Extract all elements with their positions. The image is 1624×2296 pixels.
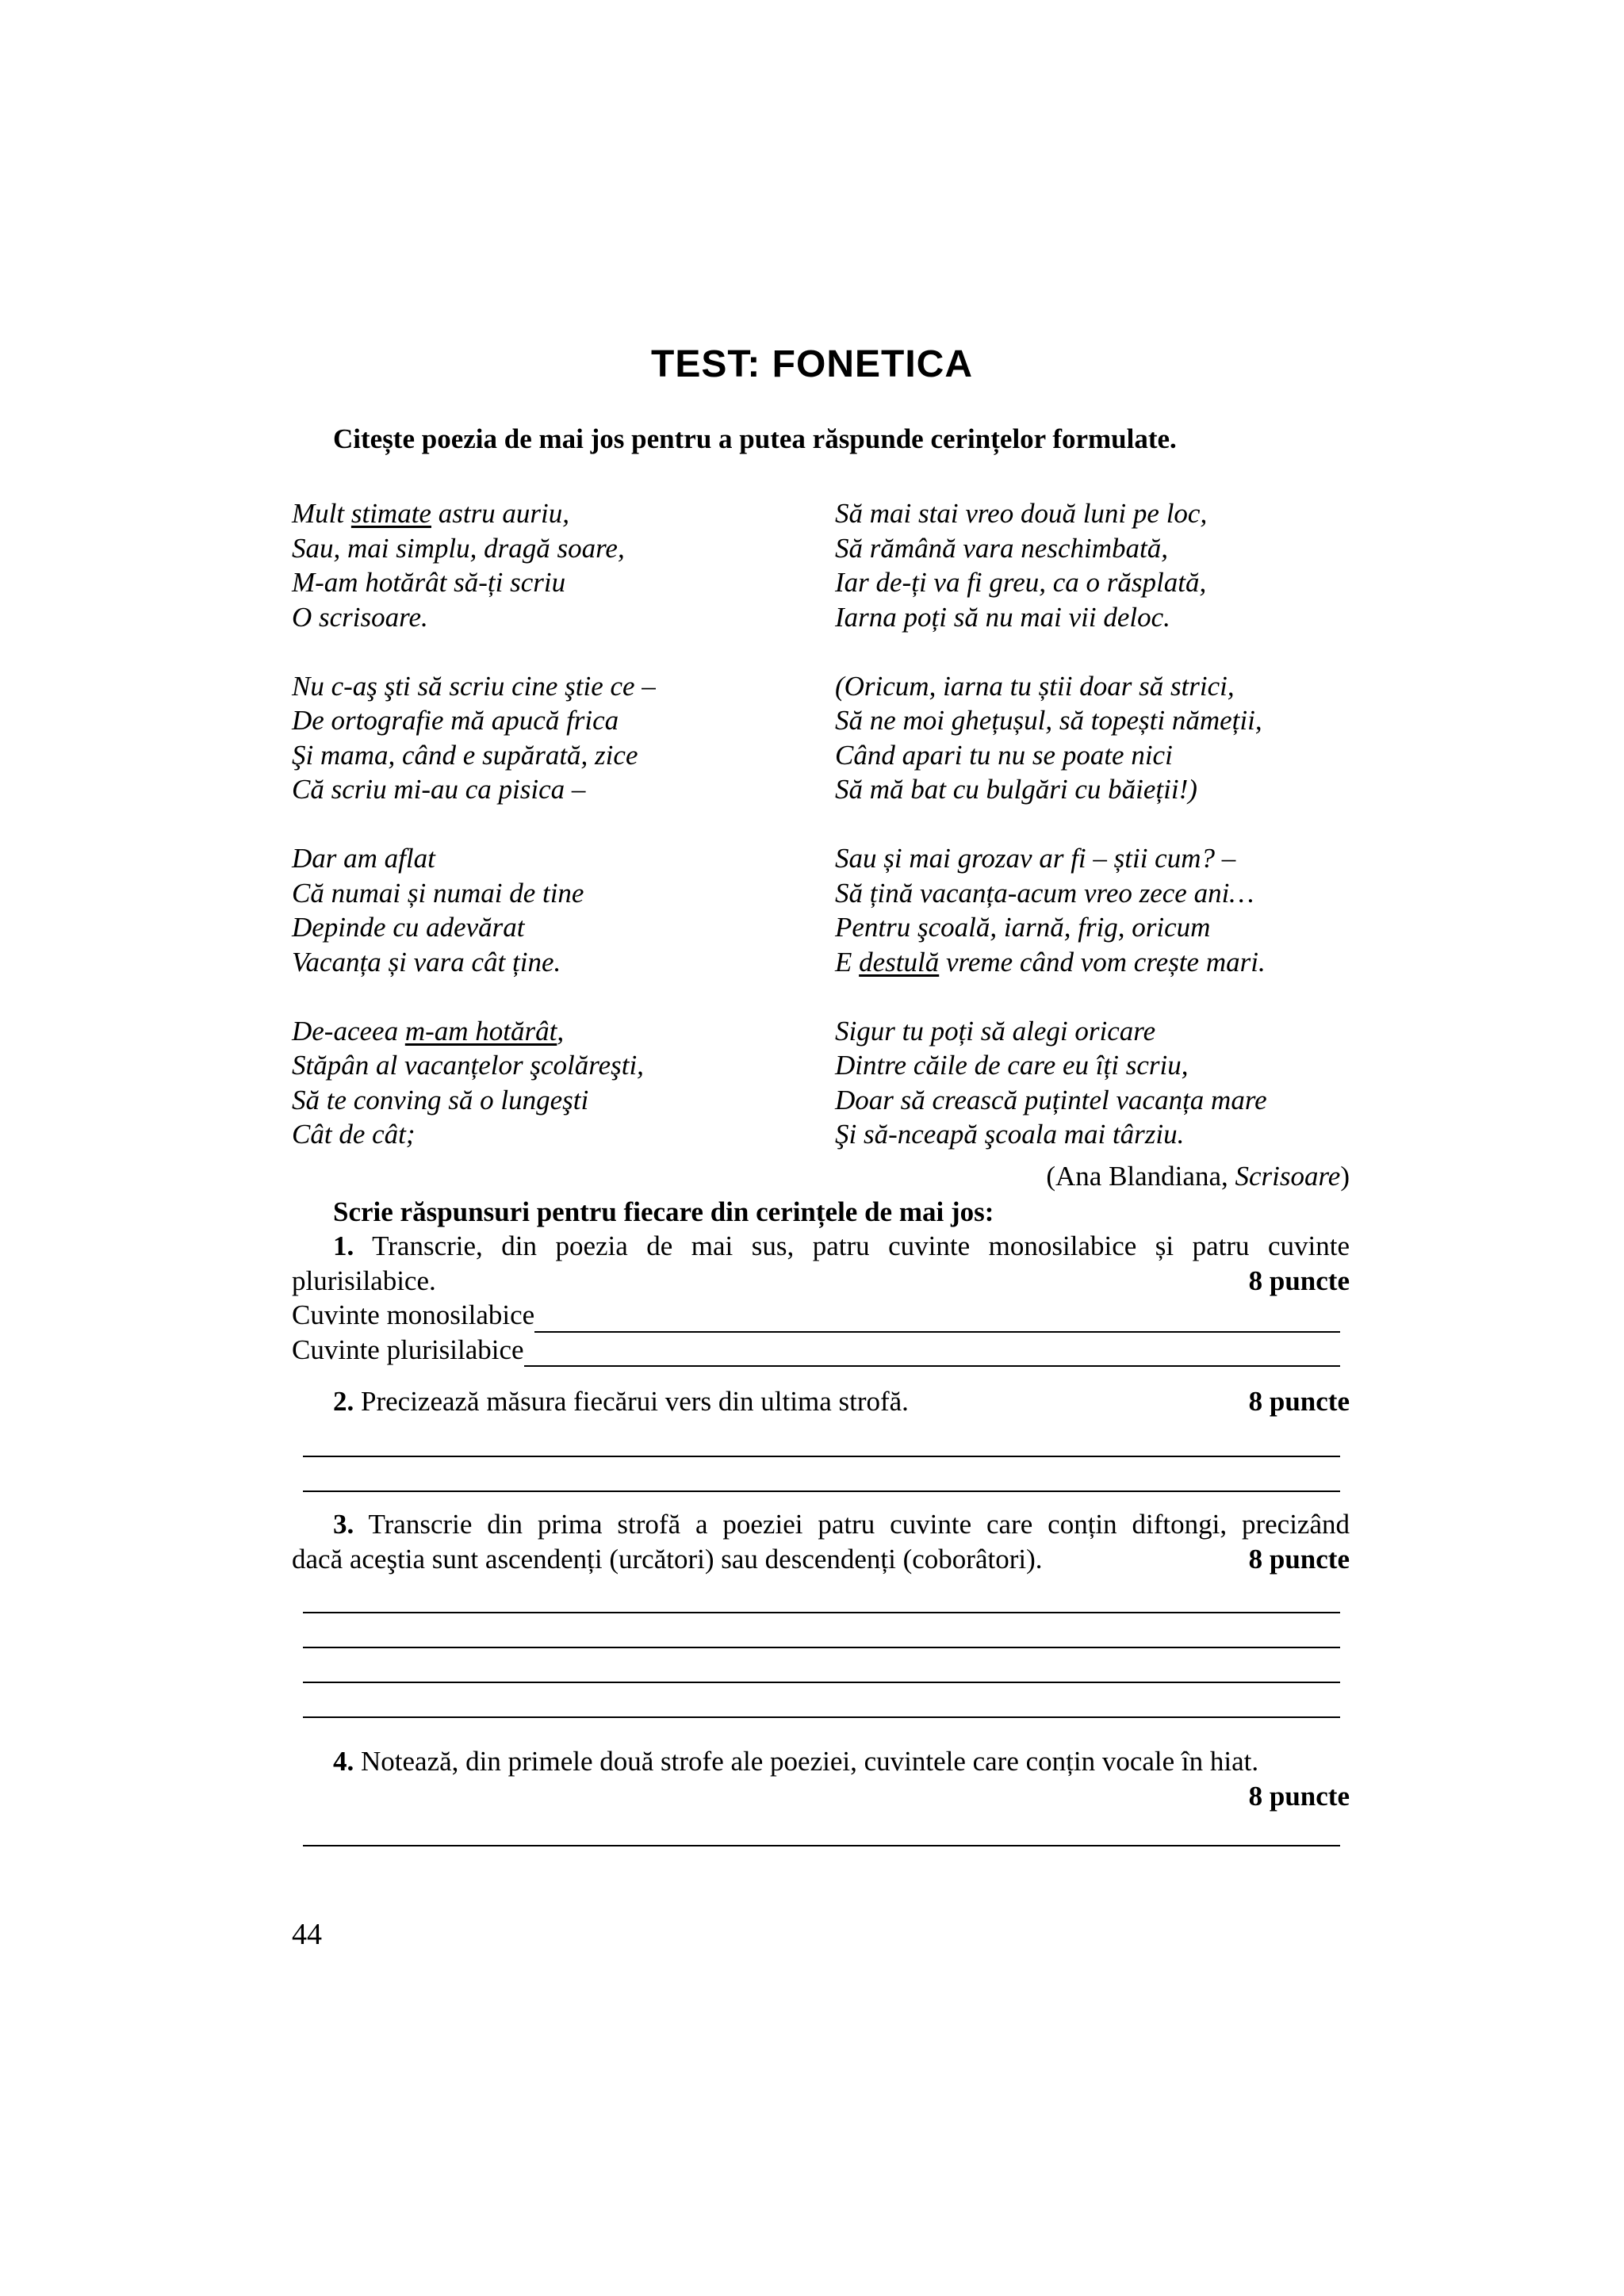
- poem-text: Că scriu mi-au ca pisica –: [292, 774, 586, 805]
- poem-text: Şi mama, când e supărată, zice: [292, 739, 638, 771]
- poem-text: Iarna poți să nu mai vii deloc.: [835, 601, 1170, 633]
- poem-text: vreme când vom crește mari.: [939, 946, 1266, 978]
- question-1-number: 1.: [333, 1230, 354, 1261]
- question-4-points-line: [292, 1779, 1350, 1814]
- poem-text: Dintre căile de care eu îți scriu,: [835, 1050, 1189, 1081]
- question-4-points: 8 puncte: [1248, 1780, 1350, 1812]
- poem-line: [292, 600, 656, 635]
- question-1-text-b: plurisilabice.: [292, 1265, 436, 1296]
- poem-text: O scrisoare.: [292, 601, 428, 633]
- poem-line: [835, 772, 1267, 807]
- poem-text: Să mă bat cu bulgări cu băieții!): [835, 774, 1197, 805]
- poem-stanza: [835, 496, 1267, 634]
- poem-text: ,: [557, 1015, 565, 1047]
- poem-text: De ortografie mă apucă frica: [292, 705, 619, 736]
- poem-text: Mult: [292, 498, 351, 529]
- question-3-text-line1: [292, 1507, 1350, 1542]
- poem-line: [292, 669, 656, 704]
- question-3-answer-line[interactable]: [303, 1647, 1340, 1648]
- poem-text: Să te conving să o lungeşti: [292, 1084, 589, 1115]
- question-1-text-line2: [292, 1264, 1350, 1299]
- polysyllabic-answer-line[interactable]: [524, 1341, 1340, 1367]
- question-3-answer-line[interactable]: [303, 1682, 1340, 1683]
- page-number: 44: [292, 1918, 322, 1951]
- question-2-number: 2.: [333, 1386, 354, 1417]
- poem-text: Să rămână vara neschimbată,: [835, 532, 1168, 564]
- poem-line: [292, 1083, 656, 1118]
- question-1-text-line1: [292, 1229, 1350, 1264]
- question-3-text-a: Transcrie din prima strofă a poeziei patru cuvinte care conțin diftongi, precizând: [354, 1509, 1350, 1540]
- poem-line: [292, 531, 656, 566]
- poem-line: [292, 1117, 656, 1152]
- question-2-text: Precizează măsura fiecărui vers din ultima strofă.: [354, 1386, 909, 1417]
- poem-text: M-am hotărât să-ți scriu: [292, 567, 566, 598]
- question-3-text-b: dacă aceştia sunt ascendenți (urcători) sau descendenți (coborâtori).: [292, 1543, 1043, 1575]
- question-3-points: 8 puncte: [1248, 1543, 1350, 1575]
- poem-text: Să țină vacanța-acum vreo zece ani…: [835, 877, 1254, 909]
- page-title: TEST: FONETICA: [651, 343, 973, 385]
- poem-text: Sigur tu poți să alegi oricare: [835, 1015, 1156, 1047]
- monosyllabic-field: [292, 1298, 1350, 1333]
- poem-line: [835, 703, 1267, 738]
- poem-line: [835, 1083, 1267, 1118]
- poem-line: [835, 1048, 1267, 1083]
- poem-line: [292, 738, 656, 773]
- poem-text: Cât de cât;: [292, 1119, 416, 1150]
- poem-stanza: [835, 841, 1267, 979]
- underlined-word: destulă: [859, 946, 940, 978]
- poem-line: [292, 1048, 656, 1083]
- poem-line: [292, 876, 656, 911]
- poem-stanza: [835, 669, 1267, 807]
- poem-left-column: [292, 496, 656, 1152]
- question-3-answer-line[interactable]: [303, 1612, 1340, 1613]
- poem-line: [835, 1014, 1267, 1049]
- poem-line: [292, 496, 656, 531]
- poem-line: [835, 841, 1267, 876]
- poem-text: (Oricum, iarna tu știi doar să strici,: [835, 670, 1235, 702]
- poem-stanza: [292, 496, 656, 634]
- poem-line: [835, 600, 1267, 635]
- question-3: [292, 1507, 1350, 1576]
- poem-text: Nu c-aş şti să scriu cine ştie ce –: [292, 670, 656, 702]
- poem-line: [292, 772, 656, 807]
- poem-text: Şi să-nceapă şcoala mai târziu.: [835, 1119, 1185, 1150]
- poem-stanza: [292, 1014, 656, 1152]
- question-2-text-line: [292, 1384, 1350, 1419]
- poem-line: [835, 945, 1267, 980]
- poem-line: [835, 669, 1267, 704]
- question-3-text-line2: [292, 1542, 1350, 1577]
- poem-stanza: [292, 669, 656, 807]
- poem-text: Că numai și numai de tine: [292, 877, 584, 909]
- source-open: (: [1046, 1161, 1056, 1192]
- underlined-word: m-am hotărât: [404, 1015, 557, 1047]
- question-4: [292, 1744, 1350, 1813]
- question-1-text-a: Transcrie, din poezia de mai sus, patru cuvinte monosilabice și patru cuvinte: [354, 1230, 1350, 1261]
- monosyllabic-answer-line[interactable]: [534, 1307, 1340, 1333]
- source-close: ): [1340, 1161, 1350, 1192]
- poem-line: [292, 841, 656, 876]
- question-3-number: 3.: [333, 1509, 354, 1540]
- poem-text: Când apari tu nu se poate nici: [835, 739, 1173, 771]
- poem-line: [292, 945, 656, 980]
- poem-text: Dar am aflat: [292, 843, 435, 874]
- question-1-points: 8 puncte: [1248, 1265, 1350, 1296]
- source-author: Ana Blandiana,: [1055, 1161, 1235, 1192]
- poem-line: [835, 876, 1267, 911]
- poem-text: Să ne moi ghețușul, să topești nămeții,: [835, 705, 1262, 736]
- poem-line: [835, 1117, 1267, 1152]
- poem-text: astru auriu,: [431, 498, 570, 529]
- poem-text: Sau, mai simplu, dragă soare,: [292, 532, 625, 564]
- poem-line: [835, 565, 1267, 600]
- poem-line: [292, 703, 656, 738]
- question-1: [292, 1229, 1350, 1367]
- poem-line: [835, 738, 1267, 773]
- poem-line: [292, 1014, 656, 1049]
- question-4-text: Notează, din primele două strofe ale poeziei, cuvintele care conțin vocale în hiat.: [354, 1746, 1259, 1777]
- poem-line: [292, 910, 656, 945]
- poem-source: [1046, 1161, 1350, 1192]
- question-2-answer-line[interactable]: [303, 1490, 1340, 1492]
- monosyllabic-label: Cuvinte monosilabice: [292, 1299, 535, 1330]
- poem-text: Stăpân al vacanțelor şcolăreşti,: [292, 1050, 644, 1081]
- poem-line: [835, 496, 1267, 531]
- question-4-answer-line[interactable]: [303, 1845, 1340, 1846]
- poem-line: [835, 910, 1267, 945]
- poem-text: Doar să crească puțintel vacanța mare: [835, 1084, 1267, 1115]
- question-3-answer-line[interactable]: [303, 1716, 1340, 1718]
- poem-text: Pentru şcoală, iarnă, frig, oricum: [835, 912, 1211, 943]
- tasks-heading: Scrie răspunsuri pentru fiecare din cerințele de mai jos:: [333, 1196, 994, 1227]
- poem-line: [835, 531, 1267, 566]
- poem-text: Iar de-ți va fi greu, ca o răsplată,: [835, 567, 1207, 598]
- source-work-title: Scrisoare: [1235, 1161, 1341, 1192]
- poem-text: Depinde cu adevărat: [292, 912, 525, 943]
- poem-text: Vacanța și vara cât ține.: [292, 946, 561, 978]
- polysyllabic-label: Cuvinte plurisilabice: [292, 1334, 524, 1365]
- question-2: [292, 1384, 1350, 1419]
- poem-text: De-aceea: [292, 1015, 405, 1047]
- poem-line: [292, 565, 656, 600]
- poem-stanza: [835, 1014, 1267, 1152]
- poem-right-column: [835, 496, 1267, 1152]
- polysyllabic-field: [292, 1333, 1350, 1368]
- poem-text: Să mai stai vreo două luni pe loc,: [835, 498, 1208, 529]
- poem-text: Sau și mai grozav ar fi – știi cum? –: [835, 843, 1236, 874]
- question-2-points: 8 puncte: [1248, 1386, 1350, 1417]
- reading-instruction: Citește poezia de mai jos pentru a putea răspunde cerințelor formulate.: [333, 423, 1177, 454]
- underlined-word: stimate: [350, 498, 431, 529]
- poem-text: E: [835, 946, 860, 978]
- question-2-answer-line[interactable]: [303, 1456, 1340, 1457]
- question-4-number: 4.: [333, 1746, 354, 1777]
- poem-stanza: [292, 841, 656, 979]
- question-4-text-line: [292, 1744, 1350, 1779]
